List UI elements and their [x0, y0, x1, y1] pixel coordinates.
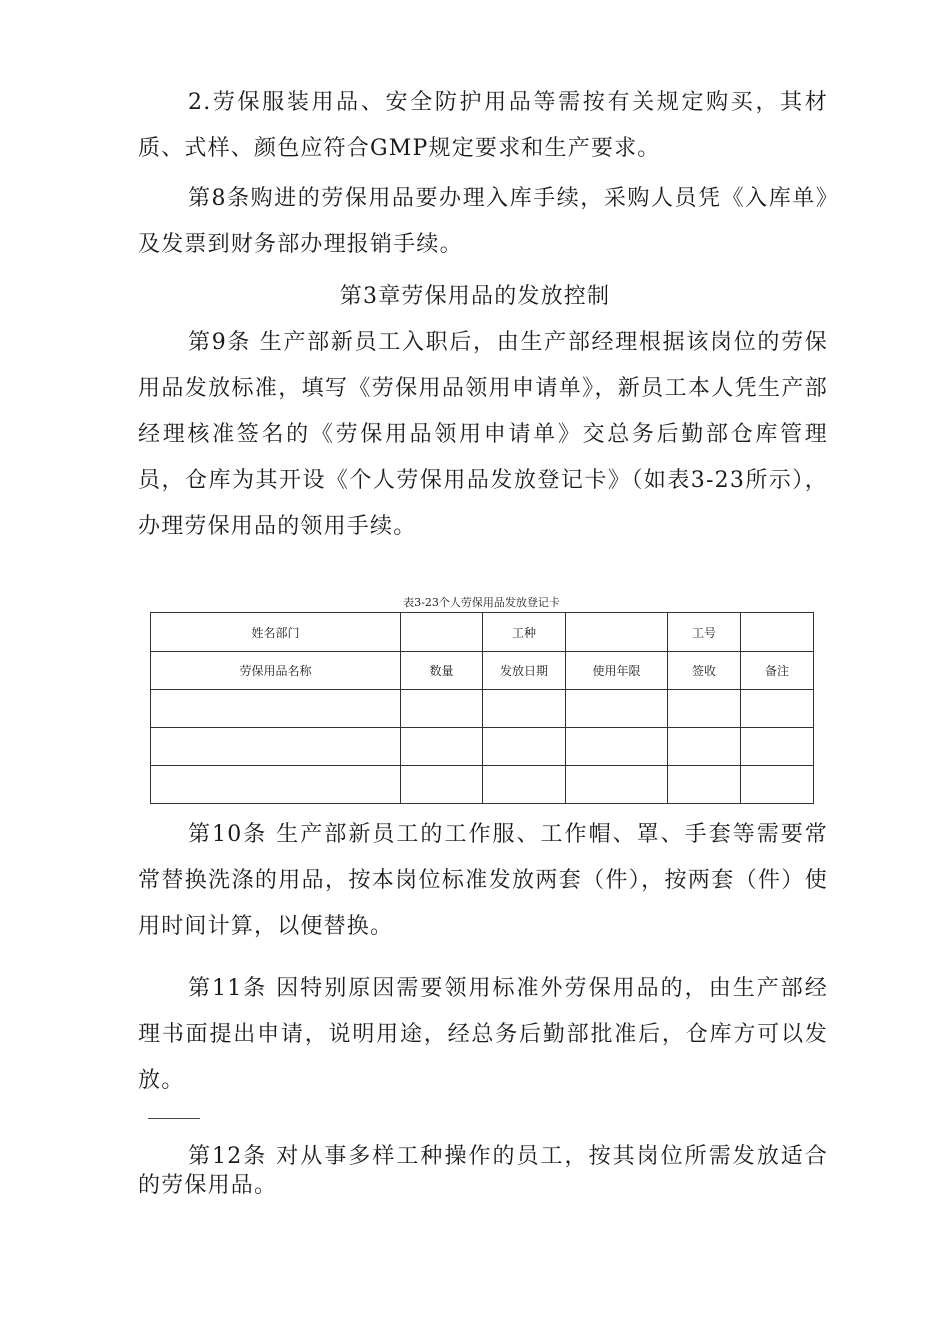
cell-name-dept-value — [401, 613, 483, 652]
table-cell — [483, 728, 566, 766]
table-cell — [741, 728, 814, 766]
table-cell — [401, 690, 483, 728]
table-cell — [668, 728, 741, 766]
table-cell — [668, 766, 741, 804]
table-cell — [566, 728, 668, 766]
table-row-employee-info — [151, 613, 814, 652]
chapter-heading: 第3章劳保用品的发放控制 — [339, 284, 611, 309]
paragraph-article-9: 第9条 生产部新员工入职后，由生产部经理根据该岗位的劳保用品发放标准，填写《劳保用品领用申请单》，新员工本人凭生产部经理核准签名的《劳保用品领用申请单》交总务后勤部仓库管理员，仓库为其开设《个人劳保用品发放登记卡》（如表3-23所示），办理劳保用品的领用手续。 — [138, 330, 828, 539]
table-cell — [741, 690, 814, 728]
paragraph-article-10: 第10条 生产部新员工的工作服、工作帽、罩、手套等需要常常替换洗涤的用品，按本岗位标准发放两套（件），按两套（件）使用时间计算，以便替换。 — [138, 822, 828, 939]
paragraph-article-8: 第8条购进的劳保用品要办理入库手续，采购人员凭《入库单》及发票到财务部办理报销手续。 — [138, 186, 828, 257]
cell-emp-no-label: 工号 — [668, 613, 741, 652]
cell-name-dept-label: 姓名部门 — [151, 613, 401, 652]
header-remarks: 备注 — [741, 652, 814, 690]
table-row — [151, 690, 814, 728]
header-signature: 签收 — [668, 652, 741, 690]
paragraph-item-2: 2.劳保服装用品、安全防护用品等需按有关规定购买，其材质、式样、颜色应符合GMP规定要求和生产要求。 — [138, 90, 828, 161]
table-cell — [483, 766, 566, 804]
header-item-name: 劳保用品名称 — [151, 652, 401, 690]
table-header-row — [151, 652, 814, 690]
cell-job-type-value — [566, 613, 668, 652]
paragraph-article-11: 第11条 因特别原因需要领用标准外劳保用品的，由生产部经理书面提出申请，说明用途，经总务后勤部批准后，仓库方可以发放。 — [138, 976, 828, 1093]
table-cell — [401, 728, 483, 766]
header-issue-date: 发放日期 — [483, 652, 566, 690]
table-cell — [151, 766, 401, 804]
registration-card-table — [150, 612, 814, 804]
cell-job-type-label: 工种 — [483, 613, 566, 652]
table-caption: 表3-23个人劳保用品发放登记卡 — [403, 596, 560, 609]
table-row — [151, 766, 814, 804]
table-cell — [483, 690, 566, 728]
table-cell — [741, 766, 814, 804]
separator-line — [148, 1118, 200, 1119]
table-cell — [566, 690, 668, 728]
table-cell — [566, 766, 668, 804]
cell-emp-no-value — [741, 613, 814, 652]
table-row — [151, 728, 814, 766]
table-cell — [401, 766, 483, 804]
header-service-life: 使用年限 — [566, 652, 668, 690]
table-cell — [151, 728, 401, 766]
header-quantity: 数量 — [401, 652, 483, 690]
table-cell — [668, 690, 741, 728]
paragraph-article-12: 第12条 对从事多样工种操作的员工，按其岗位所需发放适合的劳保用品。 — [138, 1144, 828, 1198]
table-cell — [151, 690, 401, 728]
